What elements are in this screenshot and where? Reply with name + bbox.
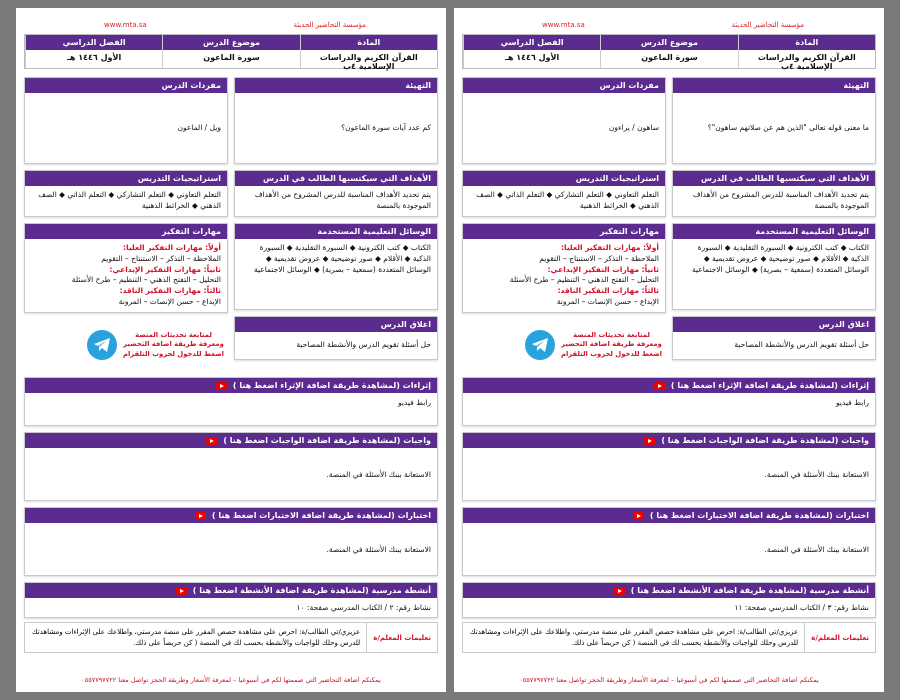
homework-section: [462, 432, 876, 501]
telegram-promo[interactable]: [24, 319, 228, 371]
skills-list-3: الإبداع – حسن الإنصات – المرونة: [118, 297, 221, 307]
strategies-card: [24, 170, 228, 217]
skills-list-3: الإبداع – حسن الإنصات – المرونة: [556, 297, 659, 307]
enrichment-header[interactable]: [25, 378, 437, 393]
vocab-card: [24, 77, 228, 164]
teacher-notes: [462, 622, 876, 653]
goals-title: الأهداف التي سيكتسبها الطالب في الدرس: [673, 171, 875, 186]
youtube-icon[interactable]: [195, 512, 206, 520]
youtube-icon[interactable]: [644, 437, 655, 445]
intro-title: التهيئة: [673, 78, 875, 93]
goals-card: [672, 170, 876, 217]
tests-header[interactable]: [463, 508, 875, 523]
skills-heading-1: أولاً: مهارات التفكير العليا:: [561, 242, 659, 252]
youtube-icon[interactable]: [216, 382, 227, 390]
site-url[interactable]: www.mta.sa: [542, 21, 585, 29]
skills-heading-1: أولاً: مهارات التفكير العليا:: [123, 242, 221, 252]
homework-text: الاستعانة ببنك الأسئلة في المنصة.: [326, 469, 431, 479]
enrichment-title: إثراءات (لمشاهدة طريقة اضافة الإثراء اضغط هنا ): [670, 381, 869, 390]
intro-card: [672, 77, 876, 164]
tests-text: الاستعانة ببنك الأسئلة في المنصة.: [326, 544, 431, 554]
page-topbar: [462, 16, 876, 34]
term-value: الأول ١٤٤٦ هـ: [25, 50, 162, 68]
strategies-text: التعلم التعاوني ◆ التعلم التشاركي ◆ التعلم الذاتي ◆ الصف الذهني ◆ الخرائط الذهنية: [476, 190, 659, 210]
enrichment-section: [462, 377, 876, 426]
telegram-icon[interactable]: [87, 330, 117, 360]
tests-section: [24, 507, 438, 576]
youtube-icon[interactable]: [176, 587, 187, 595]
subject-label: المادة: [300, 35, 437, 50]
skills-list-2: التحليل – التفتح الذهني – التنظيم – طرح الأسئلة: [509, 275, 659, 285]
activities-title: أنشطة مدرسية (لمشاهدة طريقة اضافة الأنشطة اضغط هنا ): [192, 586, 431, 595]
activities-header[interactable]: [463, 583, 875, 598]
youtube-icon[interactable]: [654, 382, 665, 390]
vocab-card: [462, 77, 666, 164]
tests-text: الاستعانة ببنك الأسئلة في المنصة.: [764, 544, 869, 554]
brand-name: مؤسسة التحاضير الحديثة: [293, 21, 366, 29]
term-value: الأول ١٤٤٦ هـ: [463, 50, 600, 68]
vocab-text: ويل / الماعون: [177, 122, 221, 132]
promo-line-2: ومعرفة طريقة اضافة التحضير: [123, 340, 224, 349]
tools-text: الكتاب ◆ كتب الكترونية ◆ السبورة التقليدية ◆ السبورة الذكية ◆ الأقلام ◆ صور توضيحية ◆ عروض تقديمية ◆ الوسائل المتعددة (سمعية – بصرية) ◆ الوسائل الاجتماعية: [691, 242, 869, 274]
tools-title: الوسائل التعليمية المستخدمة: [235, 224, 437, 239]
promo-line-1: لمتابعة تحديثات المنصة: [135, 330, 212, 339]
activities-title: أنشطة مدرسية (لمشاهدة طريقة اضافة الأنشطة اضغط هنا ): [630, 586, 869, 595]
goals-card: [234, 170, 438, 217]
vocab-title: مفردات الدرس: [463, 78, 665, 93]
close-text: حل أسئلة تقويم الدرس والأنشطة المصاحبة: [296, 339, 431, 349]
youtube-icon[interactable]: [633, 512, 644, 520]
page-footer: يمكنكم اضافة التحاضير التي صممتها لكم في أسبوعيا – لمعرفة الأسعار وطريقة الحجز تواصل معنا ٠٥٥٧٧٩٧٧٢٢: [519, 676, 819, 684]
notes-text: عزيزي/تي الطالب/ة: احرص على مشاهدة حصص المقرر على منصة مدرستي، واطلاعك على الإثراءات ومشاهدتك للدرس وحلك للواجبات والأنشطة بحسب لك في المنصة ( كن حريصاً على ذلك.: [31, 628, 361, 647]
homework-text: الاستعانة ببنك الأسئلة في المنصة.: [764, 469, 869, 479]
tools-text: الكتاب ◆ كتب الكترونية ◆ السبورة التقليدية ◆ السبورة الذكية ◆ الأقلام ◆ صور توضيحية ◆ عروض تقديمية ◆ الوسائل المتعددة (سمعية – بصرية) ◆ الوسائل الاجتماعية: [253, 242, 431, 274]
skills-list-1: الملاحظة – التذكر – الاستنتاج – التقويم: [539, 253, 659, 263]
skills-heading-3: ثالثاً: مهارات التفكير الناقد:: [557, 286, 659, 296]
telegram-promo[interactable]: [462, 319, 666, 371]
activities-section: [24, 582, 438, 618]
enrichment-section: [24, 377, 438, 426]
enrichment-text: رابط فيديو: [397, 398, 431, 407]
document-page-1: [16, 8, 446, 692]
topic-label: موضوع الدرس: [600, 35, 737, 50]
homework-header[interactable]: [463, 433, 875, 448]
homework-header[interactable]: [25, 433, 437, 448]
youtube-icon[interactable]: [206, 437, 217, 445]
skills-title: مهارات التفكير: [25, 224, 227, 239]
skills-heading-2: ثانياً: مهارات التفكير الإبداعي:: [547, 264, 659, 274]
tools-title: الوسائل التعليمية المستخدمة: [673, 224, 875, 239]
activities-text: نشاط رقم: ٢ / الكتاب المدرسي صفحة: ١٠: [296, 603, 431, 612]
document-page-2: [454, 8, 884, 692]
goals-title: الأهداف التي سيكتسبها الطالب في الدرس: [235, 171, 437, 186]
promo-line-2: ومعرفة طريقة اضافة التحضير: [561, 340, 662, 349]
subject-value: القرآن الكريم والدراسات الإسلامية ٤ب: [738, 50, 875, 68]
notes-label: تعليمات المعلم/ة: [804, 623, 875, 652]
intro-text: ما معنى قوله تعالى "الذين هم عن صلاتهم ساهون"؟: [707, 122, 869, 132]
skills-heading-2: ثانياً: مهارات التفكير الإبداعي:: [109, 264, 221, 274]
promo-line-1: لمتابعة تحديثات المنصة: [573, 330, 650, 339]
skills-list-1: الملاحظة – التذكر – الاستنتاج – التقويم: [101, 253, 221, 263]
goals-text: يتم تحديد الأهداف المناسبة للدرس المشروح من الأهداف الموجودة بالمنصة: [254, 190, 431, 210]
topic-value: سورة الماعون: [162, 50, 299, 68]
lesson-header-table: [24, 34, 438, 69]
teacher-notes: [24, 622, 438, 653]
skills-card: [462, 223, 666, 313]
homework-title: واجبات (لمشاهدة طريقة اضافة الواجبات اضغط هنا ): [223, 436, 431, 445]
tools-card: [672, 223, 876, 310]
goals-text: يتم تحديد الأهداف المناسبة للدرس المشروح من الأهداف الموجودة بالمنصة: [692, 190, 869, 210]
skills-heading-3: ثالثاً: مهارات التفكير الناقد:: [119, 286, 221, 296]
homework-title: واجبات (لمشاهدة طريقة اضافة الواجبات اضغط هنا ): [661, 436, 869, 445]
tests-header[interactable]: [25, 508, 437, 523]
strategies-text: التعلم التعاوني ◆ التعلم التشاركي ◆ التعلم الذاتي ◆ الصف الذهني ◆ الخرائط الذهنية: [38, 190, 221, 210]
intro-text: كم عدد آيات سورة الماعون؟: [341, 122, 431, 132]
telegram-icon[interactable]: [525, 330, 555, 360]
close-title: اغلاق الدرس: [235, 317, 437, 332]
close-title: اغلاق الدرس: [673, 317, 875, 332]
page-footer: يمكنكم اضافة التحاضير التي صممتها لكم في أسبوعيا – لمعرفة الأسعار وطريقة الحجز تواصل معنا ٠٥٥٧٧٩٧٧٢٢: [81, 676, 381, 684]
youtube-icon[interactable]: [614, 587, 625, 595]
site-url[interactable]: www.mta.sa: [104, 21, 147, 29]
page-topbar: [24, 16, 438, 34]
strategies-title: استراتيجيات التدريس: [463, 171, 665, 186]
vocab-text: ساهون / يراءون: [608, 122, 659, 132]
lesson-header-table: [462, 34, 876, 69]
skills-list-2: التحليل – التفتح الذهني – التنظيم – طرح الأسئلة: [71, 275, 221, 285]
promo-line-3: اضغط للدخول لجروب التلقرام: [560, 349, 662, 358]
topic-label: موضوع الدرس: [162, 35, 299, 50]
skills-title: مهارات التفكير: [463, 224, 665, 239]
brand-name: مؤسسة التحاضير الحديثة: [731, 21, 804, 29]
term-label: الفصل الدراسي: [463, 35, 600, 50]
strategies-card: [462, 170, 666, 217]
tools-card: [234, 223, 438, 310]
promo-line-3: اضغط للدخول لجروب التلقرام: [122, 349, 224, 358]
activities-text: نشاط رقم: ٣ / الكتاب المدرسي صفحة: ١١: [734, 603, 869, 612]
intro-title: التهيئة: [235, 78, 437, 93]
enrichment-header[interactable]: [463, 378, 875, 393]
vocab-title: مفردات الدرس: [25, 78, 227, 93]
term-label: الفصل الدراسي: [25, 35, 162, 50]
tests-title: اختبارات (لمشاهدة طريقة اضافة الاختبارات اضغط هنا ): [211, 511, 431, 520]
topic-value: سورة الماعون: [600, 50, 737, 68]
intro-card: [234, 77, 438, 164]
strategies-title: استراتيجيات التدريس: [25, 171, 227, 186]
close-card: [234, 316, 438, 360]
close-card: [672, 316, 876, 360]
activities-section: [462, 582, 876, 618]
notes-text: عزيزي/تي الطالب/ة: احرص على مشاهدة حصص المقرر على منصة مدرستي، واطلاعك على الإثراءات ومشاهدتك للدرس وحلك للواجبات والأنشطة بحسب لك في المنصة ( كن حريصاً على ذلك.: [469, 628, 799, 647]
skills-card: [24, 223, 228, 313]
notes-label: تعليمات المعلم/ة: [366, 623, 437, 652]
homework-section: [24, 432, 438, 501]
enrichment-title: إثراءات (لمشاهدة طريقة اضافة الإثراء اضغط هنا ): [232, 381, 431, 390]
subject-label: المادة: [738, 35, 875, 50]
tests-section: [462, 507, 876, 576]
tests-title: اختبارات (لمشاهدة طريقة اضافة الاختبارات اضغط هنا ): [649, 511, 869, 520]
enrichment-text: رابط فيديو: [835, 398, 869, 407]
close-text: حل أسئلة تقويم الدرس والأنشطة المصاحبة: [734, 339, 869, 349]
activities-header[interactable]: [25, 583, 437, 598]
subject-value: القرآن الكريم والدراسات الإسلامية ٤ب: [300, 50, 437, 68]
